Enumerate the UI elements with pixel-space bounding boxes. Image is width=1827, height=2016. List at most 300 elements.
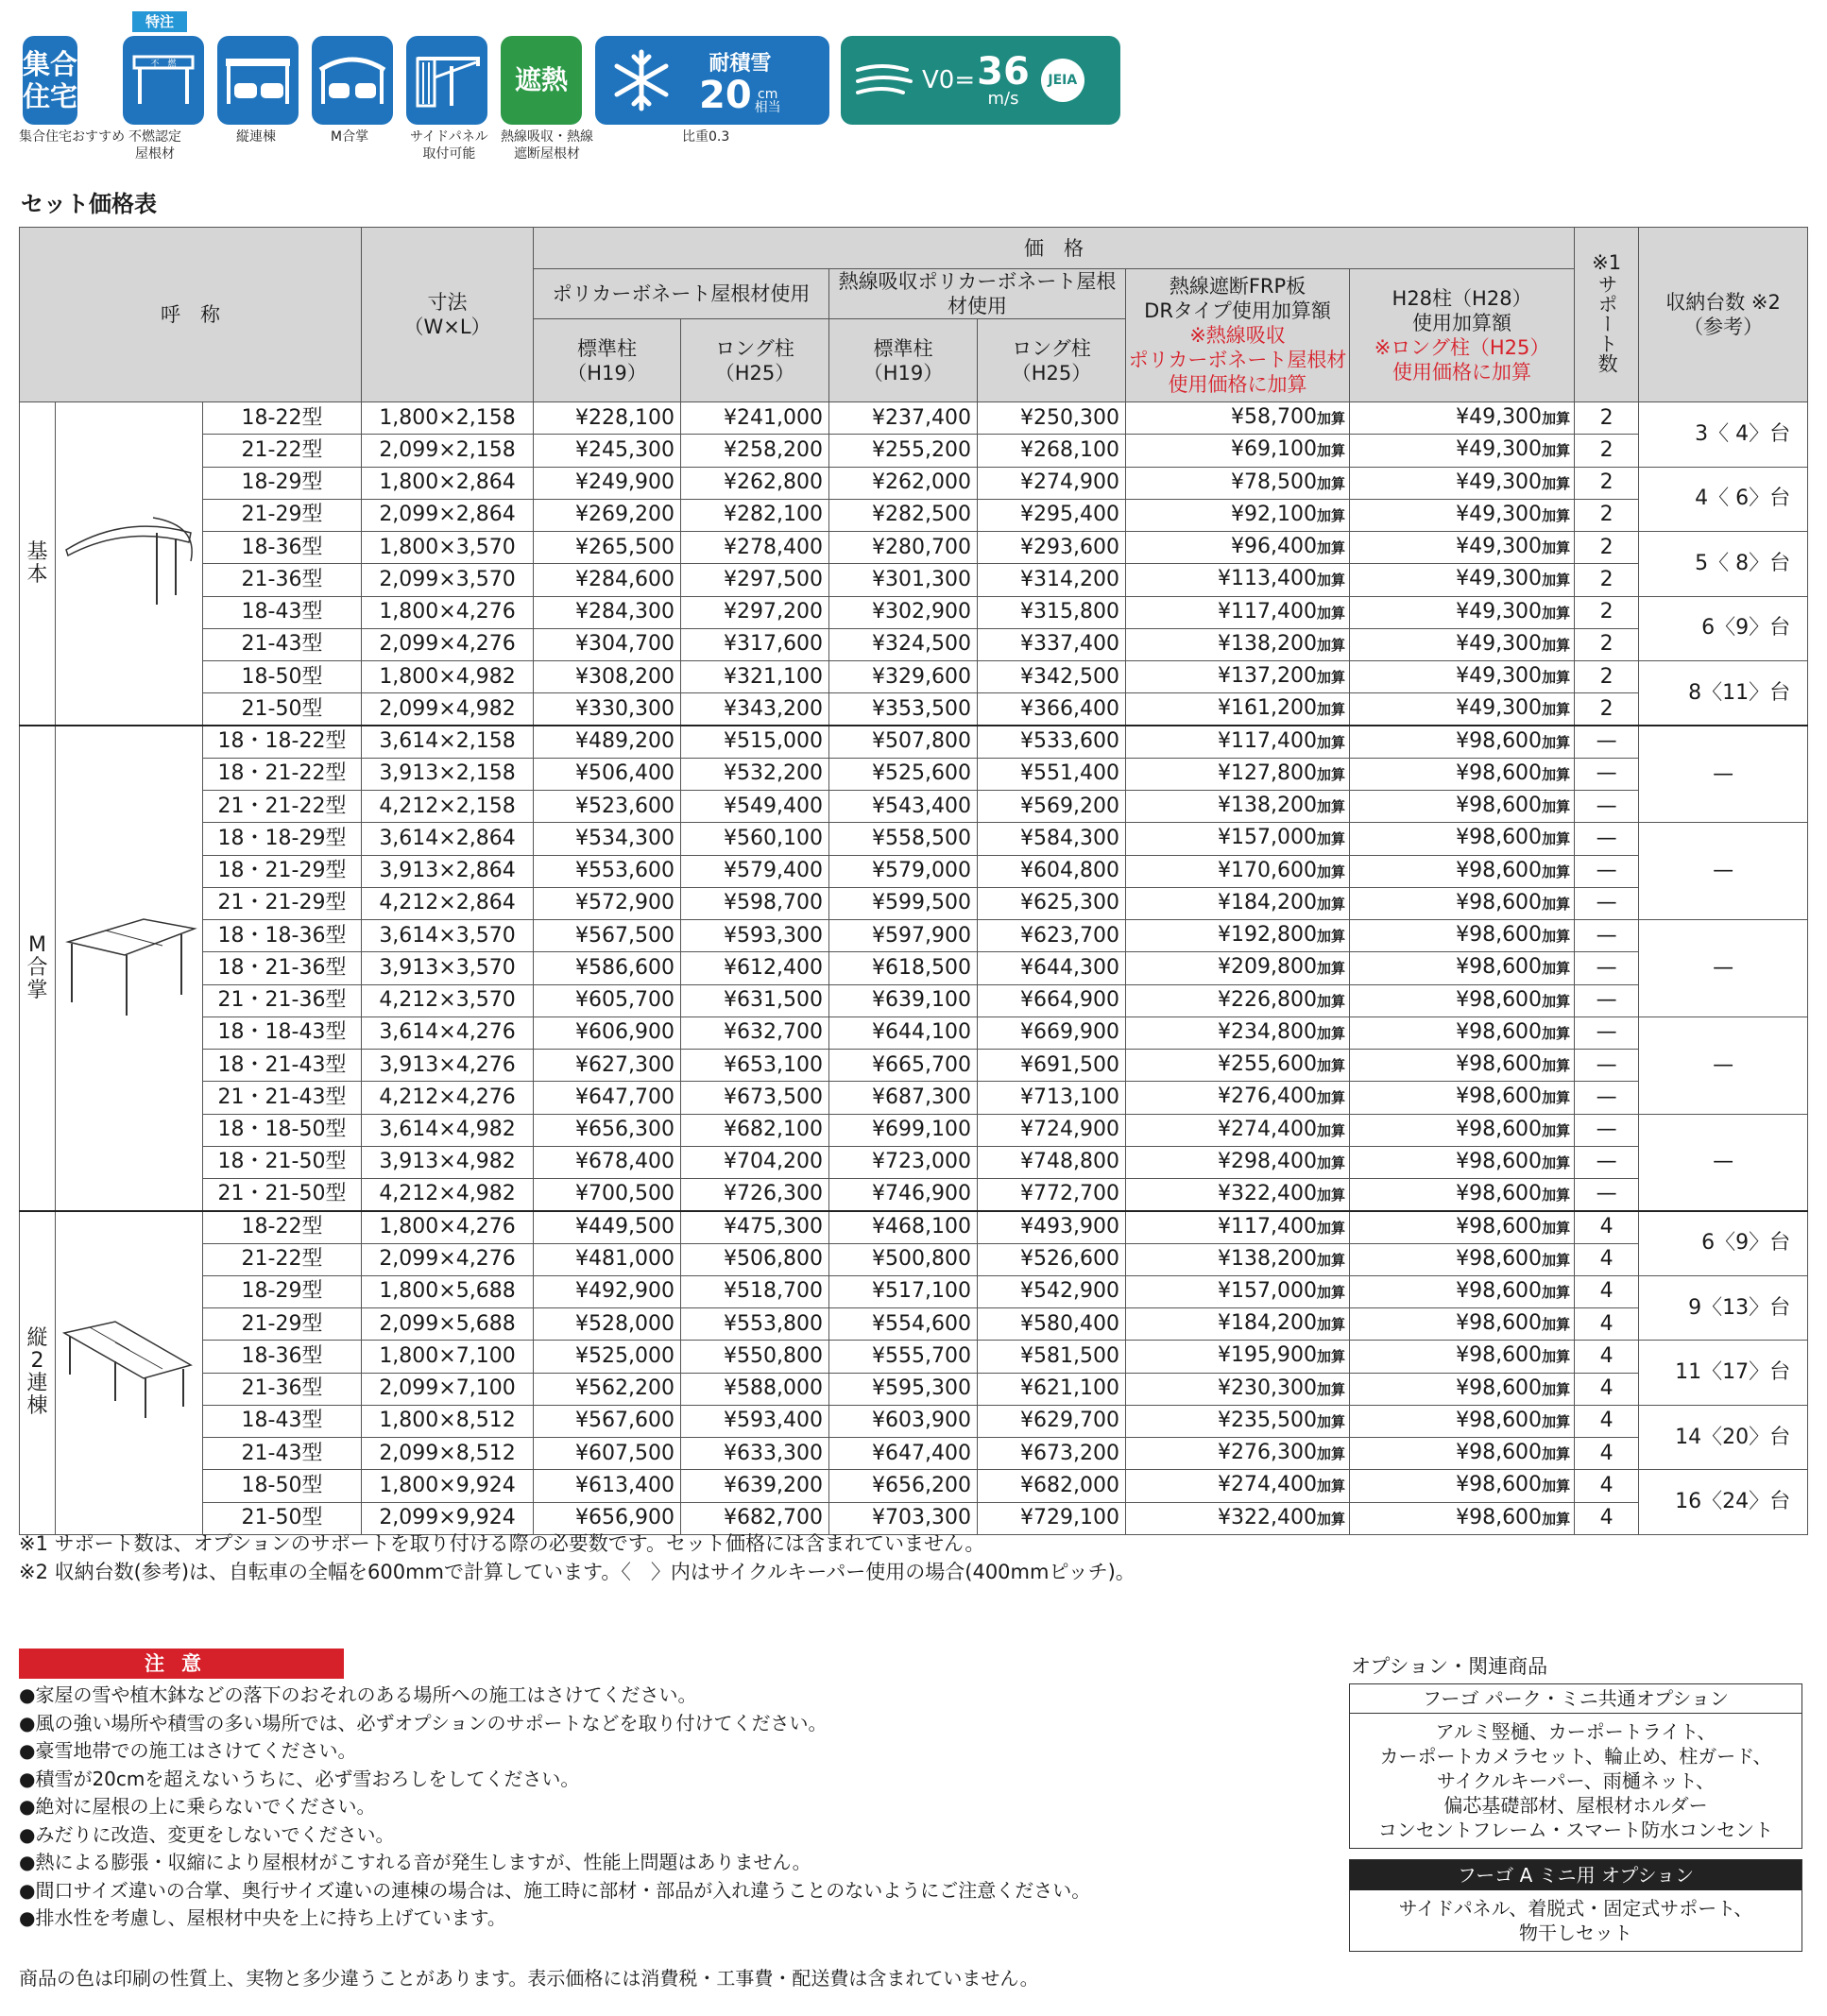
price-cell: ¥621,100 [978, 1373, 1126, 1405]
model-cell: 18-29型 [203, 467, 362, 499]
support-cell: — [1575, 1082, 1639, 1114]
frp-add-cell: ¥127,800加算 [1126, 758, 1350, 790]
price-cell: ¥492,900 [534, 1275, 681, 1307]
caution-item: ●排水性を考慮し、屋根材中央を上に持ち上げています。 [19, 1906, 506, 1929]
tate-caption: 縦連棟 [236, 129, 276, 145]
price-cell: ¥297,200 [681, 596, 829, 628]
frp-add-cell: ¥226,800加算 [1126, 984, 1350, 1017]
price-cell: ¥631,500 [681, 984, 829, 1017]
group-label: 縦 2 連 棟 [20, 1211, 56, 1535]
option-item: コンセントフレーム・スマート防水コンセント [1377, 1819, 1774, 1841]
price-cell: ¥262,000 [829, 467, 978, 499]
header-long-post-2: ロング柱 （H25） [978, 319, 1126, 402]
price-cell: ¥584,300 [978, 823, 1126, 855]
table-row [20, 758, 1808, 790]
capacity-cell: — [1639, 726, 1808, 823]
mini-options-list [1350, 1890, 1801, 1951]
price-cell: ¥308,200 [534, 661, 681, 693]
table-row [20, 628, 1808, 660]
price-cell: ¥284,600 [534, 564, 681, 596]
model-cell: 21・21-36型 [203, 984, 362, 1017]
price-cell: ¥258,200 [681, 435, 829, 467]
header-h28: H28柱（H28） 使用加算額 ※ロング柱（H25） 使用価格に加算 [1350, 269, 1575, 402]
model-cell: 21-29型 [203, 499, 362, 531]
capacity-cell: 8〈11〉台 [1639, 661, 1808, 726]
header-name: 呼 称 [20, 228, 362, 402]
capacity-cell: 3〈 4〉台 [1639, 402, 1808, 468]
header-long-post-1: ロング柱 （H25） [681, 319, 829, 402]
price-cell: ¥366,400 [978, 693, 1126, 726]
price-cell: ¥687,300 [829, 1082, 978, 1114]
price-cell: ¥506,400 [534, 758, 681, 790]
option-item: 物干しセット [1519, 1922, 1632, 1944]
frp-add-cell: ¥276,400加算 [1126, 1082, 1350, 1114]
price-cell: ¥280,700 [829, 532, 978, 564]
capacity-cell: — [1639, 823, 1808, 920]
dimension-cell: 2,099×8,512 [362, 1438, 534, 1470]
table-row [20, 920, 1808, 952]
model-cell: 21・21-50型 [203, 1179, 362, 1211]
caution-item: ●家屋の雪や植木鉢などの落下のおそれのある場所への施工はさけてください。 [19, 1683, 697, 1706]
price-cell: ¥673,500 [681, 1082, 829, 1114]
price-cell: ¥228,100 [534, 402, 681, 435]
dimension-cell: 2,099×2,158 [362, 435, 534, 467]
header-heat-pc: 熱線吸収ポリカーボネート屋根材使用 [829, 269, 1126, 319]
h28-add-cell: ¥98,600加算 [1350, 1470, 1575, 1502]
price-cell: ¥237,400 [829, 402, 978, 435]
price-cell: ¥664,900 [978, 984, 1126, 1017]
frp-add-cell: ¥235,500加算 [1126, 1405, 1350, 1437]
capacity-cell: — [1639, 1017, 1808, 1114]
h28-add-cell: ¥49,300加算 [1350, 467, 1575, 499]
table-row [20, 823, 1808, 855]
price-cell: ¥579,400 [681, 855, 829, 887]
price-cell: ¥673,200 [978, 1438, 1126, 1470]
table-row [20, 532, 1808, 564]
model-cell: 18-22型 [203, 1211, 362, 1243]
table-row [20, 1438, 1808, 1470]
funen-caption: 不燃認定 屋根材 [128, 129, 181, 162]
table-row [20, 596, 1808, 628]
h28-add-cell: ¥98,600加算 [1350, 1438, 1575, 1470]
support-cell: — [1575, 726, 1639, 758]
price-cell: ¥704,200 [681, 1146, 829, 1178]
model-cell: 18-36型 [203, 532, 362, 564]
h28-add-cell: ¥49,300加算 [1350, 661, 1575, 693]
price-cell: ¥560,100 [681, 823, 829, 855]
price-cell: ¥699,100 [829, 1114, 978, 1146]
m-badge [312, 36, 393, 125]
price-cell: ¥553,800 [681, 1308, 829, 1341]
price-cell: ¥534,300 [534, 823, 681, 855]
frp-add-cell: ¥96,400加算 [1126, 532, 1350, 564]
table-row [20, 984, 1808, 1017]
wind-badge: V0= 36 m/s JEIA [841, 36, 1120, 125]
model-cell: 18-36型 [203, 1341, 362, 1373]
mini-options-box [1349, 1859, 1802, 1952]
price-cell: ¥665,700 [829, 1050, 978, 1082]
table-row [20, 499, 1808, 531]
dimension-cell: 1,800×4,276 [362, 1211, 534, 1243]
price-cell: ¥295,400 [978, 499, 1126, 531]
caution-list [19, 1682, 1090, 1933]
price-cell: ¥580,400 [978, 1308, 1126, 1341]
model-cell: 18・18-22型 [203, 726, 362, 758]
dimension-cell: 3,614×4,276 [362, 1017, 534, 1049]
table-row [20, 1308, 1808, 1341]
frp-add-cell: ¥157,000加算 [1126, 1275, 1350, 1307]
common-options-list [1350, 1714, 1801, 1848]
caution-item: ●絶対に屋根の上に乗らないでください。 [19, 1795, 376, 1818]
price-cell: ¥250,300 [978, 402, 1126, 435]
options-title: オプション・関連商品 [1351, 1655, 1548, 1678]
price-cell: ¥647,700 [534, 1082, 681, 1114]
support-cell: 2 [1575, 467, 1639, 499]
dimension-cell: 4,212×4,982 [362, 1179, 534, 1211]
caution-item: ●豪雪地帯での施工はさけてください。 [19, 1739, 357, 1762]
common-options-header: フーゴ パーク・ミニ共通オプション [1350, 1684, 1801, 1714]
caution-item: ●風の強い場所や積雪の多い場所では、必ずオプションのサポートなどを取り付けてください。 [19, 1711, 828, 1734]
price-cell: ¥525,000 [534, 1341, 681, 1373]
price-cell: ¥748,800 [978, 1146, 1126, 1178]
price-cell: ¥700,500 [534, 1179, 681, 1211]
model-cell: 21・21-43型 [203, 1082, 362, 1114]
table-row [20, 467, 1808, 499]
price-cell: ¥321,100 [681, 661, 829, 693]
model-cell: 21-36型 [203, 564, 362, 596]
model-cell: 21-22型 [203, 1243, 362, 1275]
price-cell: ¥543,400 [829, 791, 978, 823]
model-cell: 18・18-43型 [203, 1017, 362, 1049]
support-cell: 2 [1575, 402, 1639, 435]
h28-add-cell: ¥98,600加算 [1350, 1373, 1575, 1405]
model-cell: 18-43型 [203, 1405, 362, 1437]
table-row [20, 1082, 1808, 1114]
header-dim: 寸法 （W×L） [362, 228, 534, 402]
price-cell: ¥506,800 [681, 1243, 829, 1275]
price-cell: ¥604,800 [978, 855, 1126, 887]
support-cell: 4 [1575, 1470, 1639, 1502]
price-cell: ¥329,600 [829, 661, 978, 693]
price-cell: ¥255,200 [829, 435, 978, 467]
price-cell: ¥304,700 [534, 628, 681, 660]
frp-add-cell: ¥161,200加算 [1126, 693, 1350, 726]
support-cell: — [1575, 1017, 1639, 1049]
capacity-cell: — [1639, 1114, 1808, 1211]
shanetsu-caption: 熱線吸収・熱線 遮断屋根材 [501, 129, 593, 162]
table-row [20, 1405, 1808, 1437]
price-cell: ¥625,300 [978, 887, 1126, 919]
price-cell: ¥567,500 [534, 920, 681, 952]
basic-carport-icon [56, 402, 203, 726]
table-row [20, 952, 1808, 984]
table-row [20, 1243, 1808, 1275]
price-cell: ¥726,300 [681, 1179, 829, 1211]
table-row [20, 1373, 1808, 1405]
tate-badge [217, 36, 299, 125]
h28-add-cell: ¥98,600加算 [1350, 1082, 1575, 1114]
support-cell: — [1575, 758, 1639, 790]
price-cell: ¥613,400 [534, 1470, 681, 1502]
price-table [19, 227, 1808, 1535]
price-cell: ¥569,200 [978, 791, 1126, 823]
price-cell: ¥269,200 [534, 499, 681, 531]
price-cell: ¥507,800 [829, 726, 978, 758]
table-body [20, 402, 1808, 1535]
dimension-cell: 1,800×3,570 [362, 532, 534, 564]
dimension-cell: 1,800×4,276 [362, 596, 534, 628]
price-cell: ¥550,800 [681, 1341, 829, 1373]
frp-add-cell: ¥184,200加算 [1126, 1308, 1350, 1341]
h28-add-cell: ¥49,300加算 [1350, 499, 1575, 531]
caution-title: 注意 [19, 1649, 344, 1679]
table-row [20, 1050, 1808, 1082]
capacity-cell: 14〈20〉台 [1639, 1405, 1808, 1470]
dimension-cell: 1,800×7,100 [362, 1341, 534, 1373]
price-cell: ¥632,700 [681, 1017, 829, 1049]
h28-add-cell: ¥98,600加算 [1350, 791, 1575, 823]
capacity-cell: 6〈9〉台 [1639, 596, 1808, 661]
frp-add-cell: ¥195,900加算 [1126, 1341, 1350, 1373]
price-cell: ¥343,200 [681, 693, 829, 726]
header-price: 価 格 [534, 228, 1575, 269]
h28-add-cell: ¥98,600加算 [1350, 1179, 1575, 1211]
model-cell: 21-43型 [203, 628, 362, 660]
price-cell: ¥627,300 [534, 1050, 681, 1082]
header-pc: ポリカーボネート屋根材使用 [534, 269, 829, 319]
common-options-box [1349, 1683, 1802, 1849]
dimension-cell: 2,099×4,276 [362, 1243, 534, 1275]
price-cell: ¥302,900 [829, 596, 978, 628]
snow-load-badge: 耐積雪 20 cm 相当 [595, 36, 829, 125]
price-cell: ¥314,200 [978, 564, 1126, 596]
capacity-cell: 6〈9〉台 [1639, 1211, 1808, 1276]
price-cell: ¥330,300 [534, 693, 681, 726]
caution-item: ●熱による膨張・収縮により屋根材がこすれる音が発生しますが、性能上問題はありません。 [19, 1851, 811, 1873]
price-cell: ¥523,600 [534, 791, 681, 823]
price-cell: ¥607,500 [534, 1438, 681, 1470]
h28-add-cell: ¥49,300加算 [1350, 564, 1575, 596]
dimension-cell: 3,913×3,570 [362, 952, 534, 984]
model-cell: 18-50型 [203, 661, 362, 693]
frp-add-cell: ¥322,400加算 [1126, 1502, 1350, 1534]
frp-add-cell: ¥138,200加算 [1126, 791, 1350, 823]
header-support: ※1 サポート数 [1575, 228, 1639, 402]
table-row [20, 855, 1808, 887]
price-cell: ¥268,100 [978, 435, 1126, 467]
support-cell: — [1575, 952, 1639, 984]
price-cell: ¥629,700 [978, 1405, 1126, 1437]
support-cell: 2 [1575, 596, 1639, 628]
note-support: ※1 サポート数は、オプションのサポートを取り付ける際の必要数です。セット価格には含まれていません。 [19, 1532, 985, 1555]
model-cell: 21-36型 [203, 1373, 362, 1405]
model-cell: 18・21-43型 [203, 1050, 362, 1082]
h28-add-cell: ¥98,600加算 [1350, 1243, 1575, 1275]
frp-add-cell: ¥137,200加算 [1126, 661, 1350, 693]
h28-add-cell: ¥98,600加算 [1350, 1308, 1575, 1341]
support-cell: 2 [1575, 532, 1639, 564]
h28-add-cell: ¥98,600加算 [1350, 1050, 1575, 1082]
h28-add-cell: ¥98,600加算 [1350, 1502, 1575, 1534]
frp-add-cell: ¥170,600加算 [1126, 855, 1350, 887]
shugo-caption: 集合住宅おすすめ [19, 129, 126, 145]
model-cell: 18-43型 [203, 596, 362, 628]
side-panel-icon [412, 49, 482, 111]
price-cell: ¥656,900 [534, 1502, 681, 1534]
support-cell: 2 [1575, 435, 1639, 467]
frp-add-cell: ¥230,300加算 [1126, 1373, 1350, 1405]
h28-add-cell: ¥98,600加算 [1350, 1275, 1575, 1307]
support-cell: 4 [1575, 1502, 1639, 1534]
dimension-cell: 4,212×3,570 [362, 984, 534, 1017]
model-cell: 18-29型 [203, 1275, 362, 1307]
shanetsu-badge: 遮熱 [501, 36, 582, 125]
table-row [20, 1114, 1808, 1146]
table-row [20, 564, 1808, 596]
capacity-cell: 4〈 6〉台 [1639, 467, 1808, 532]
price-cell: ¥245,300 [534, 435, 681, 467]
support-cell: 4 [1575, 1211, 1639, 1243]
model-cell: 18・18-50型 [203, 1114, 362, 1146]
svg-text:不 燃: 不 燃 [150, 60, 177, 69]
h28-add-cell: ¥98,600加算 [1350, 726, 1575, 758]
model-cell: 18-50型 [203, 1470, 362, 1502]
frp-add-cell: ¥192,800加算 [1126, 920, 1350, 952]
support-cell: 4 [1575, 1275, 1639, 1307]
price-cell: ¥475,300 [681, 1211, 829, 1243]
frp-add-cell: ¥117,400加算 [1126, 596, 1350, 628]
price-cell: ¥481,000 [534, 1243, 681, 1275]
model-cell: 18・18-29型 [203, 823, 362, 855]
m-gassho-carport-icon [317, 51, 387, 110]
price-cell: ¥265,500 [534, 532, 681, 564]
dimension-cell: 2,099×5,688 [362, 1308, 534, 1341]
jeia-logo: JEIA [1041, 59, 1084, 102]
price-cell: ¥353,500 [829, 693, 978, 726]
price-cell: ¥282,500 [829, 499, 978, 531]
support-cell: 4 [1575, 1405, 1639, 1437]
h28-add-cell: ¥49,300加算 [1350, 596, 1575, 628]
model-cell: 21-22型 [203, 435, 362, 467]
support-cell: — [1575, 855, 1639, 887]
frp-add-cell: ¥276,300加算 [1126, 1438, 1350, 1470]
h28-add-cell: ¥98,600加算 [1350, 920, 1575, 952]
funen-badge [123, 36, 204, 125]
price-cell: ¥599,500 [829, 887, 978, 919]
h28-add-cell: ¥49,300加算 [1350, 628, 1575, 660]
h28-add-cell: ¥98,600加算 [1350, 1405, 1575, 1437]
price-cell: ¥555,700 [829, 1341, 978, 1373]
table-row [20, 661, 1808, 693]
table-row [20, 693, 1808, 726]
price-cell: ¥342,500 [978, 661, 1126, 693]
h28-add-cell: ¥49,300加算 [1350, 532, 1575, 564]
dimension-cell: 4,212×2,864 [362, 887, 534, 919]
price-cell: ¥528,000 [534, 1308, 681, 1341]
option-item: サイドパネル、着脱式・固定式サポート、 [1398, 1897, 1753, 1920]
table-row [20, 435, 1808, 467]
support-cell: — [1575, 1179, 1639, 1211]
header-frp: 熱線遮断FRP板 DRタイプ使用加算額 ※熱線吸収 ポリカーボネート屋根材 使用価格に加算 [1126, 269, 1350, 402]
price-cell: ¥241,000 [681, 402, 829, 435]
price-cell: ¥746,900 [829, 1179, 978, 1211]
dimension-cell: 2,099×3,570 [362, 564, 534, 596]
price-cell: ¥639,100 [829, 984, 978, 1017]
price-cell: ¥493,900 [978, 1211, 1126, 1243]
table-row [20, 887, 1808, 919]
frp-add-cell: ¥274,400加算 [1126, 1470, 1350, 1502]
price-cell: ¥278,400 [681, 532, 829, 564]
table-row [20, 1341, 1808, 1373]
model-cell: 18・21-36型 [203, 952, 362, 984]
header-std-post-1: 標準柱 （H19） [534, 319, 681, 402]
price-cell: ¥553,600 [534, 855, 681, 887]
frp-add-cell: ¥255,600加算 [1126, 1050, 1350, 1082]
price-cell: ¥703,300 [829, 1502, 978, 1534]
price-cell: ¥678,400 [534, 1146, 681, 1178]
model-cell: 18-22型 [203, 402, 362, 435]
support-cell: — [1575, 920, 1639, 952]
h28-add-cell: ¥49,300加算 [1350, 402, 1575, 435]
model-cell: 21・21-29型 [203, 887, 362, 919]
frp-add-cell: ¥209,800加算 [1126, 952, 1350, 984]
price-cell: ¥618,500 [829, 952, 978, 984]
dimension-cell: 3,913×4,982 [362, 1146, 534, 1178]
dimension-cell: 3,614×2,864 [362, 823, 534, 855]
price-cell: ¥518,700 [681, 1275, 829, 1307]
price-cell: ¥644,300 [978, 952, 1126, 984]
model-cell: 21・21-22型 [203, 791, 362, 823]
m-gassho-diagram-icon [56, 726, 203, 1211]
frp-add-cell: ¥138,200加算 [1126, 628, 1350, 660]
price-cell: ¥682,700 [681, 1502, 829, 1534]
header-std-post-2: 標準柱 （H19） [829, 319, 978, 402]
dimension-cell: 3,614×4,982 [362, 1114, 534, 1146]
support-cell: 4 [1575, 1373, 1639, 1405]
frp-add-cell: ¥184,200加算 [1126, 887, 1350, 919]
wind-icon [854, 57, 914, 104]
frp-add-cell: ¥117,400加算 [1126, 1211, 1350, 1243]
price-cell: ¥623,700 [978, 920, 1126, 952]
table-row [20, 791, 1808, 823]
dimension-cell: 1,800×5,688 [362, 1275, 534, 1307]
dimension-cell: 3,614×3,570 [362, 920, 534, 952]
price-cell: ¥526,600 [978, 1243, 1126, 1275]
model-cell: 21-50型 [203, 1502, 362, 1534]
dimension-cell: 4,212×2,158 [362, 791, 534, 823]
h28-add-cell: ¥98,600加算 [1350, 952, 1575, 984]
price-cell: ¥532,200 [681, 758, 829, 790]
capacity-cell: 11〈17〉台 [1639, 1341, 1808, 1406]
price-cell: ¥282,100 [681, 499, 829, 531]
caution-item: ●積雪が20cmを超えないうちに、必ず雪おろしをしてください。 [19, 1767, 580, 1790]
price-cell: ¥249,900 [534, 467, 681, 499]
h28-add-cell: ¥98,600加算 [1350, 855, 1575, 887]
price-cell: ¥551,400 [978, 758, 1126, 790]
dimension-cell: 3,913×2,158 [362, 758, 534, 790]
price-cell: ¥656,300 [534, 1114, 681, 1146]
price-cell: ¥647,400 [829, 1438, 978, 1470]
group-label: M 合 掌 [20, 726, 56, 1211]
frp-add-cell: ¥92,100加算 [1126, 499, 1350, 531]
frp-add-cell: ¥113,400加算 [1126, 564, 1350, 596]
price-cell: ¥682,000 [978, 1470, 1126, 1502]
dimension-cell: 1,800×8,512 [362, 1405, 534, 1437]
price-cell: ¥588,000 [681, 1373, 829, 1405]
dimension-cell: 4,212×4,276 [362, 1082, 534, 1114]
table-row [20, 1146, 1808, 1178]
capacity-cell: — [1639, 920, 1808, 1017]
